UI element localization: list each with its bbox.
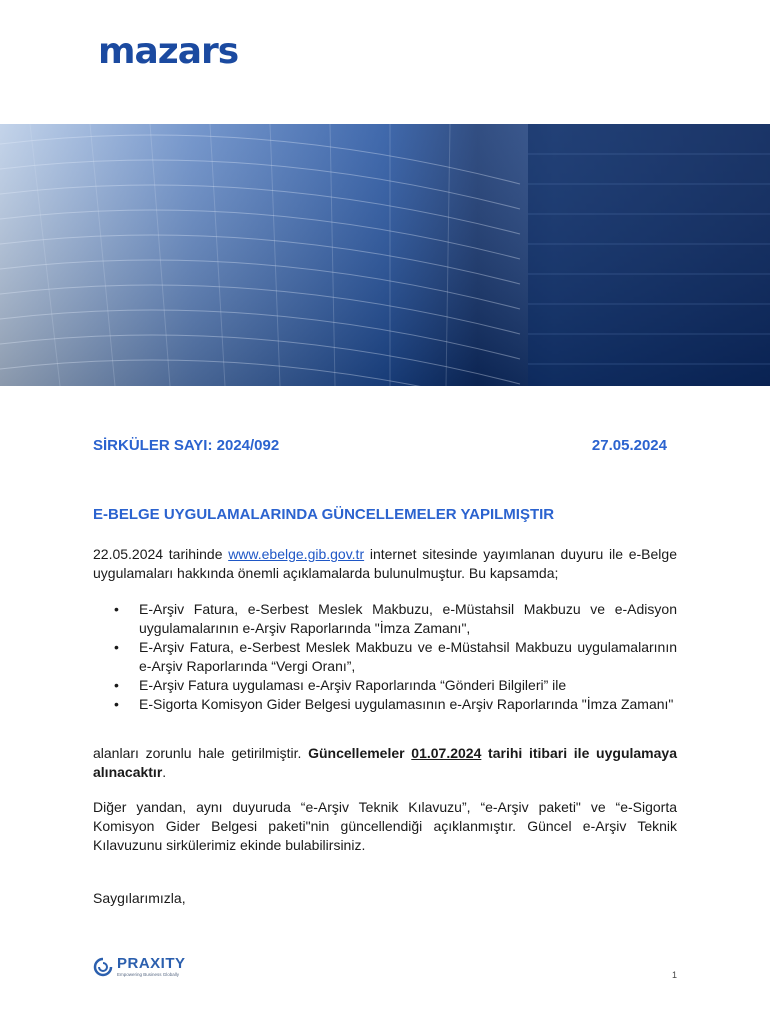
circular-number: SİRKÜLER SAYI: 2024/092 (93, 437, 280, 454)
praxity-swirl-icon (93, 957, 113, 977)
ebelge-link[interactable]: www.ebelge.gib.gov.tr (228, 546, 365, 562)
bullet-list (93, 600, 677, 714)
guide-text: Diğer yandan, aynı duyuruda “e-Arşiv Teknik Kılavuzu”, “e-Arşiv paketi" ve “e-Sigorta Komisyon Gider Belgesi paketi"nin güncellendiği açıklanmıştır. Güncel e-Arşiv Teknik Kılavuzunu sirkülerimiz ekinde bulabilirsiniz. (93, 799, 677, 853)
page-number: 1 (672, 970, 678, 980)
guide-paragraph (93, 798, 677, 855)
mazars-logo: mazars (98, 31, 239, 72)
circular-header (93, 437, 667, 454)
circular-date: 27.05.2024 (591, 437, 667, 454)
after-text-tail: . (162, 764, 167, 780)
list-item: • E-Arşiv Fatura, e-Serbest Meslek Makbuzu ve e-Müstahsil Makbuzu uygulamalarının e-Arşiv Raporlarında “Vergi Oranı”, (93, 638, 677, 676)
intro-paragraph (93, 545, 677, 583)
closing-text: Saygılarımızla, (93, 890, 186, 906)
list-item: • E-Arşiv Fatura uygulaması e-Arşiv Raporlarında “Gönderi Bilgileri” ile (93, 676, 677, 695)
effective-date: 01.07.2024 (411, 745, 482, 761)
praxity-tagline: Empowering Business Globally (117, 972, 180, 977)
list-item: • E-Sigorta Komisyon Gider Belgesi uygulamasının e-Arşiv Raporlarında "İmza Zamanı" (93, 695, 677, 714)
list-item: • E-Arşiv Fatura, e-Serbest Meslek Makbuzu, e-Müstahsil Makbuzu ve e-Adisyon uygulamalarının e-Arşiv Raporlarında "İmza Zamanı", (93, 600, 677, 638)
praxity-logo (93, 956, 186, 977)
praxity-wordmark: PRAXITY (117, 955, 186, 972)
intro-text-start: 22.05.2024 tarihinde (93, 546, 229, 562)
after-text: alanları zorunlu hale getirilmiştir. (93, 745, 309, 761)
intro-text-end: internet sitesinde yayımlanan duyuru ile e-Belge uygulamaları hakkında önemli açıklamalarda bulunulmuştur. Bu kapsamda; (93, 546, 677, 581)
update-text-start: Güncellemeler (308, 745, 412, 761)
effective-date-paragraph (93, 744, 677, 782)
document-title: E-BELGE UYGULAMALARINDA GÜNCELLEMELER YAPILMIŞTIR (93, 506, 555, 523)
update-text-end: tarihi itibari ile uygulamaya alınacaktır (93, 745, 677, 780)
hero-building-image (0, 124, 770, 386)
